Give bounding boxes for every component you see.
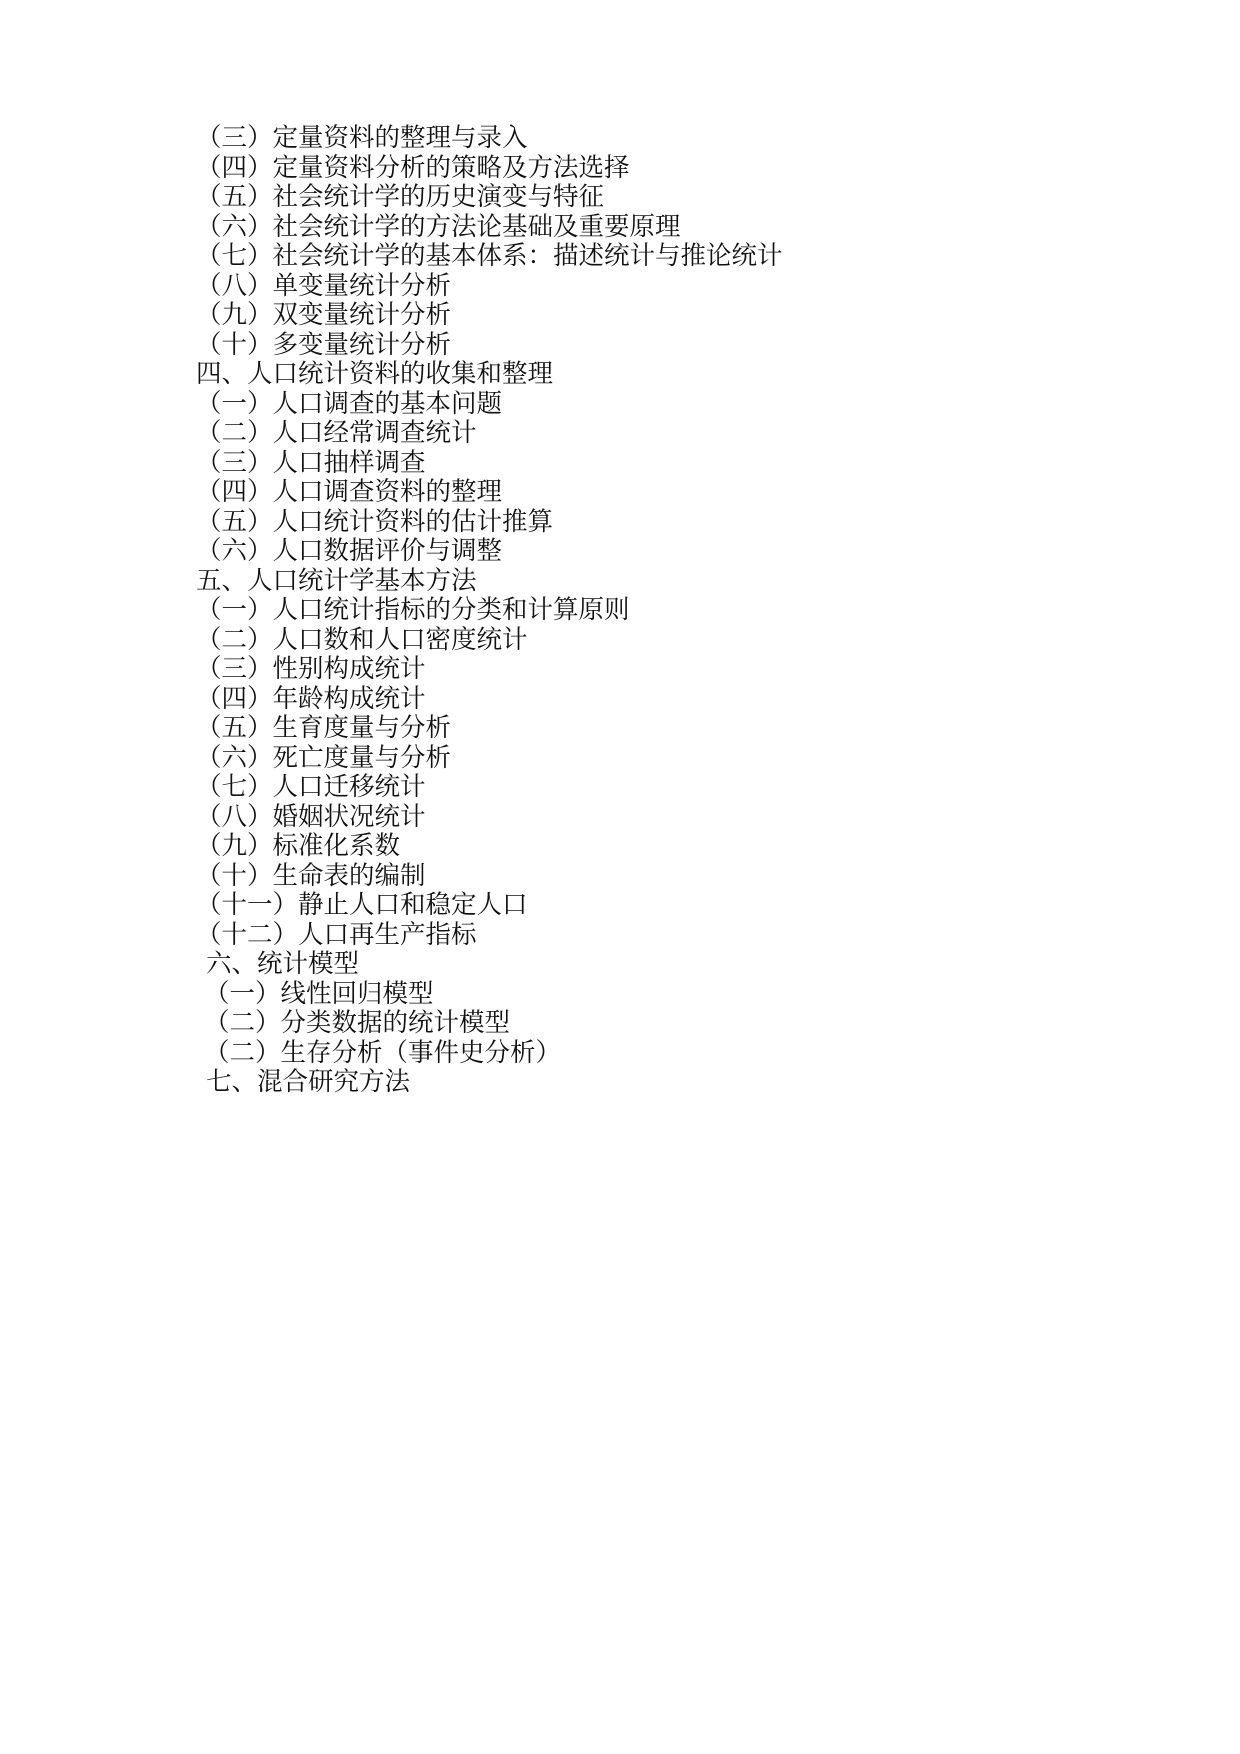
outline-subitem: （三）定量资料的整理与录入 [196,123,528,153]
outline-subitem: （十一）静止人口和稳定人口 [196,890,528,920]
outline-subitem: （二）人口经常调查统计 [196,418,477,448]
outline-subitem: （五）社会统计学的历史演变与特征 [196,182,605,212]
outline-subitem: （九）双变量统计分析 [196,300,452,330]
outline-subitem: （三）性别构成统计 [196,654,426,684]
outline-subitem: （十）生命表的编制 [196,860,426,891]
outline-subitem: （四）人口调查资料的整理 [196,477,503,507]
outline-subitem: （二）人口数和人口密度统计 [196,624,528,655]
outline-subitem: （七）社会统计学的基本体系：描述统计与推论统计 [196,241,783,271]
outline-subitem: （八）单变量统计分析 [196,270,452,301]
outline-subitem: （六）人口数据评价与调整 [196,536,503,566]
outline-subitem: （一）人口调查的基本问题 [196,388,503,419]
outline-subitem: （一）线性回归模型 [204,978,434,1009]
outline-subitem: （六）社会统计学的方法论基础及重要原理 [196,211,681,242]
outline-subitem: （五）生育度量与分析 [196,713,452,743]
outline-subitem: （二）生存分析（事件史分析） [204,1037,562,1068]
outline-subitem: （四）定量资料分析的策略及方法选择 [196,152,630,183]
outline-subitem: （九）标准化系数 [196,831,401,861]
outline-subitem: （四）年龄构成统计 [196,683,426,714]
outline-heading: 七、混合研究方法 [206,1067,411,1097]
outline-subitem: （八）婚姻状况统计 [196,801,426,832]
outline-subitem: （二）分类数据的统计模型 [204,1008,511,1038]
outline-subitem: （十）多变量统计分析 [196,329,452,360]
outline-subitem: （三）人口抽样调查 [196,447,426,478]
outline-heading: 五、人口统计学基本方法 [196,565,477,596]
outline-list [196,124,1056,1098]
outline-subitem: （七）人口迁移统计 [196,772,426,802]
outline-subitem: （五）人口统计资料的估计推算 [196,506,554,537]
outline-subitem: （十二）人口再生产指标 [196,919,477,950]
outline-subitem: （六）死亡度量与分析 [196,742,452,773]
outline-heading: 四、人口统计资料的收集和整理 [196,359,554,389]
outline-heading: 六、统计模型 [206,949,360,979]
outline-subitem: （一）人口统计指标的分类和计算原则 [196,595,630,625]
